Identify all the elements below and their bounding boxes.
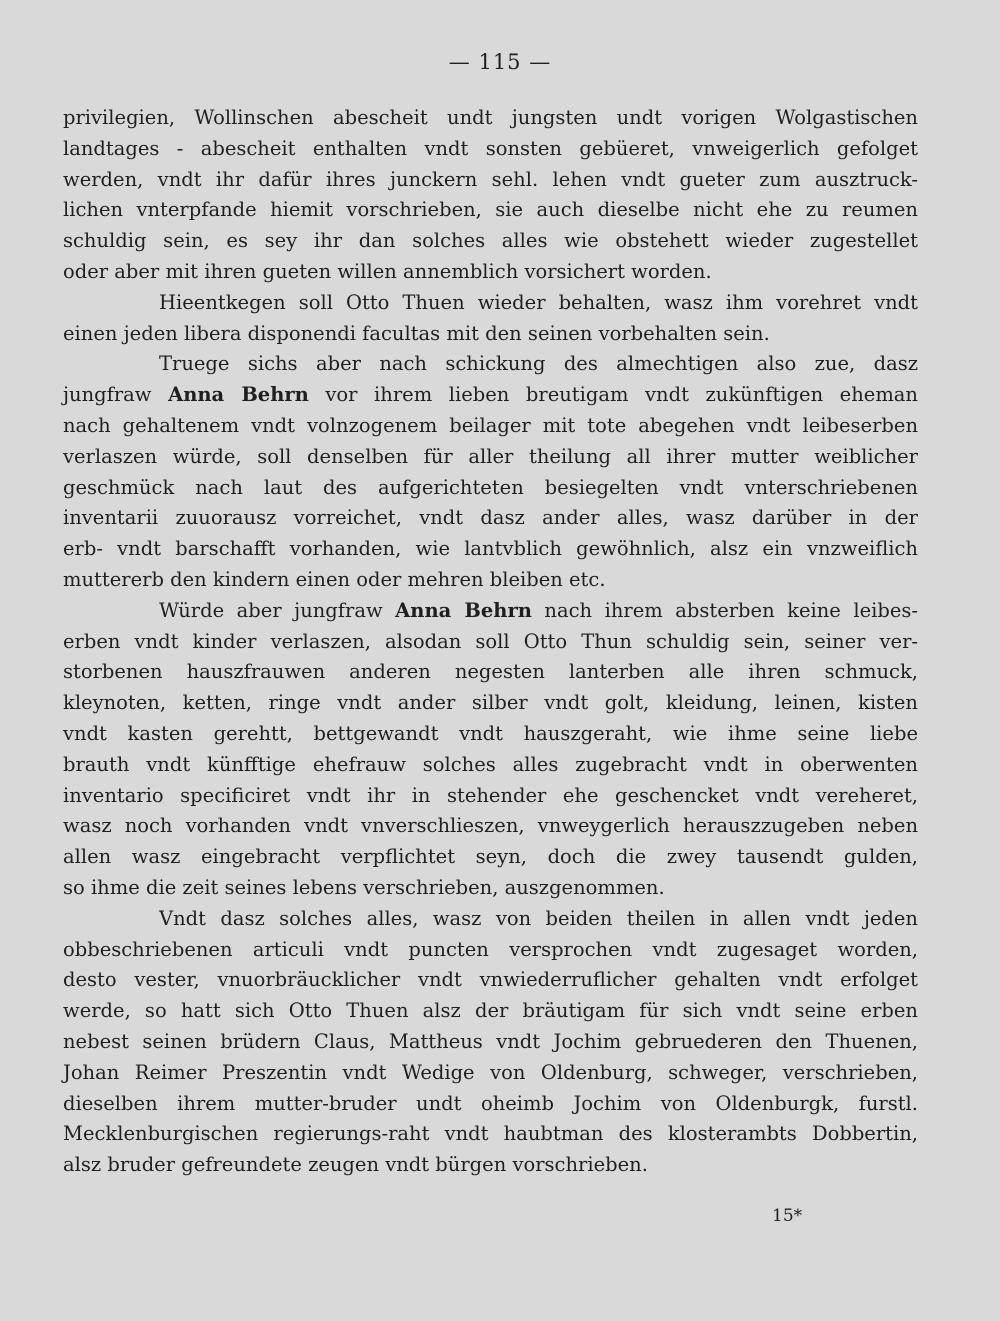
page-number: — 115 — (448, 50, 552, 74)
text-line: obbeschriebenen articuli vndt puncten versprochen vndt zugesaget worden, (63, 937, 918, 961)
text-line: wasz noch vorhanden vndt vnverschlieszen, vnweygerlich herauszzugeben neben (63, 814, 918, 838)
text-line: Johan Reimer Preszentin vndt Wedige von Oldenburg, schweger, verschrieben, (63, 1060, 918, 1084)
text-line: oder aber mit ihren gueten willen annemblich vorsichert worden. (63, 259, 712, 283)
text-line (63, 380, 918, 411)
text-line: allen wasz eingebracht verpflichtet seyn, doch die zwey tausendt gulden, (63, 845, 918, 869)
text-line: brauth vndt künfftige ehefrauw solches alles zugebracht vndt in oberwenten (63, 752, 918, 776)
text-line: storbenen hauszfrauwen anderen negesten lanterben alle ihren schmuck, (63, 660, 918, 684)
text-line: Truege sichs aber nach schickung des almechtigen also zue, dasz (159, 352, 918, 376)
text-line: landtages - abescheit enthalten vndt sonsten gebüeret, vnweigerlich gefolget (63, 136, 918, 160)
text-line: Hieentkegen soll Otto Thuen wieder behalten, wasz ihm vorehret vndt (159, 290, 918, 314)
text-line: werde, so hatt sich Otto Thuen alsz der bräutigam für sich vndt seine erben (63, 999, 918, 1023)
bold-name: Anna Behrn (168, 383, 309, 407)
text-line: Mecklenburgischen regierungs-raht vndt haubtman des klosterambts Dobbertin, (63, 1122, 918, 1146)
text-line: nebest seinen brüdern Claus, Mattheus vndt Jochim gebruederen den Thuenen, (63, 1029, 918, 1053)
text-line: werden, vndt ihr dafür ihres junckern sehl. lehen vndt gueter zum ausztruck- (63, 167, 918, 191)
text-line: desto vester, vnuorbräucklicher vndt vnwiederruflicher gehalten vndt erfolget (63, 968, 918, 992)
text-fragment: jungfraw (63, 383, 169, 407)
text-fragment: Würde aber jungfraw (159, 598, 396, 622)
text-line: so ihme die zeit seines lebens verschrieben, auszgenommen. (63, 875, 665, 899)
text-line: erb- vndt barschafft vorhanden, wie lantvblich gewöhnlich, alsz ein vnzweiflich (63, 537, 918, 561)
text-line: kleynoten, ketten, ringe vndt ander silber vndt golt, kleidung, leinen, kisten (63, 691, 918, 715)
text-fragment: vor ihrem lieben breutigam vndt zukünftigen eheman (308, 383, 918, 407)
text-line: geschmück nach laut des aufgerichteten besiegelten vndt vnterschriebenen (63, 475, 918, 499)
text-line: privilegien, Wollinschen abescheit undt jungsten undt vorigen Wolgastischen (63, 106, 918, 129)
text-line: inventario specificiret vndt ihr in stehender ehe geschencket vndt vereheret, (63, 783, 918, 807)
text-line: schuldig sein, es sey ihr dan solches alles wie obstehett wieder zugestellet (63, 229, 918, 253)
text-line: vndt kasten gerehtt, bettgewandt vndt hauszgeraht, wie ihme seine liebe (63, 721, 918, 745)
text-line: lichen vnterpfande hiemit vorschrieben, sie auch dieselbe nicht ehe zu reumen (63, 198, 918, 222)
text-line: dieselben ihrem mutter-bruder undt oheimb Jochim von Oldenburgk, furstl. (63, 1091, 918, 1115)
text-line: nach gehaltenem vndt volnzogenem beilager mit tote abegehen vndt leibeserben (63, 413, 918, 437)
text-line: Vndt dasz solches alles, wasz von beiden theilen in allen vndt jeden (159, 906, 918, 930)
text-line: erben vndt kinder verlaszen, alsodan soll Otto Thun schuldig sein, seiner ver- (63, 629, 918, 653)
text-line: einen jeden libera disponendi facultas mit den seinen vorbehalten sein. (63, 321, 770, 345)
text-line (63, 596, 918, 627)
text-line: alsz bruder gefreundete zeugen vndt bürgen vorschrieben. (63, 1153, 648, 1177)
text-fragment: nach ihrem absterben keine leibes- (531, 598, 918, 622)
text-line: muttererb den kindern einen oder mehren bleiben etc. (63, 567, 606, 591)
signature-mark: 15* (772, 1206, 803, 1226)
text-line: verlaszen würde, soll denselben für aller theilung all ihrer mutter weiblicher (63, 444, 918, 468)
body-text (63, 103, 918, 1181)
text-line: inventarii zuuorausz vorreichet, vndt dasz ander alles, wasz darüber in der (63, 506, 918, 530)
bold-name: Anna Behrn (395, 598, 532, 622)
